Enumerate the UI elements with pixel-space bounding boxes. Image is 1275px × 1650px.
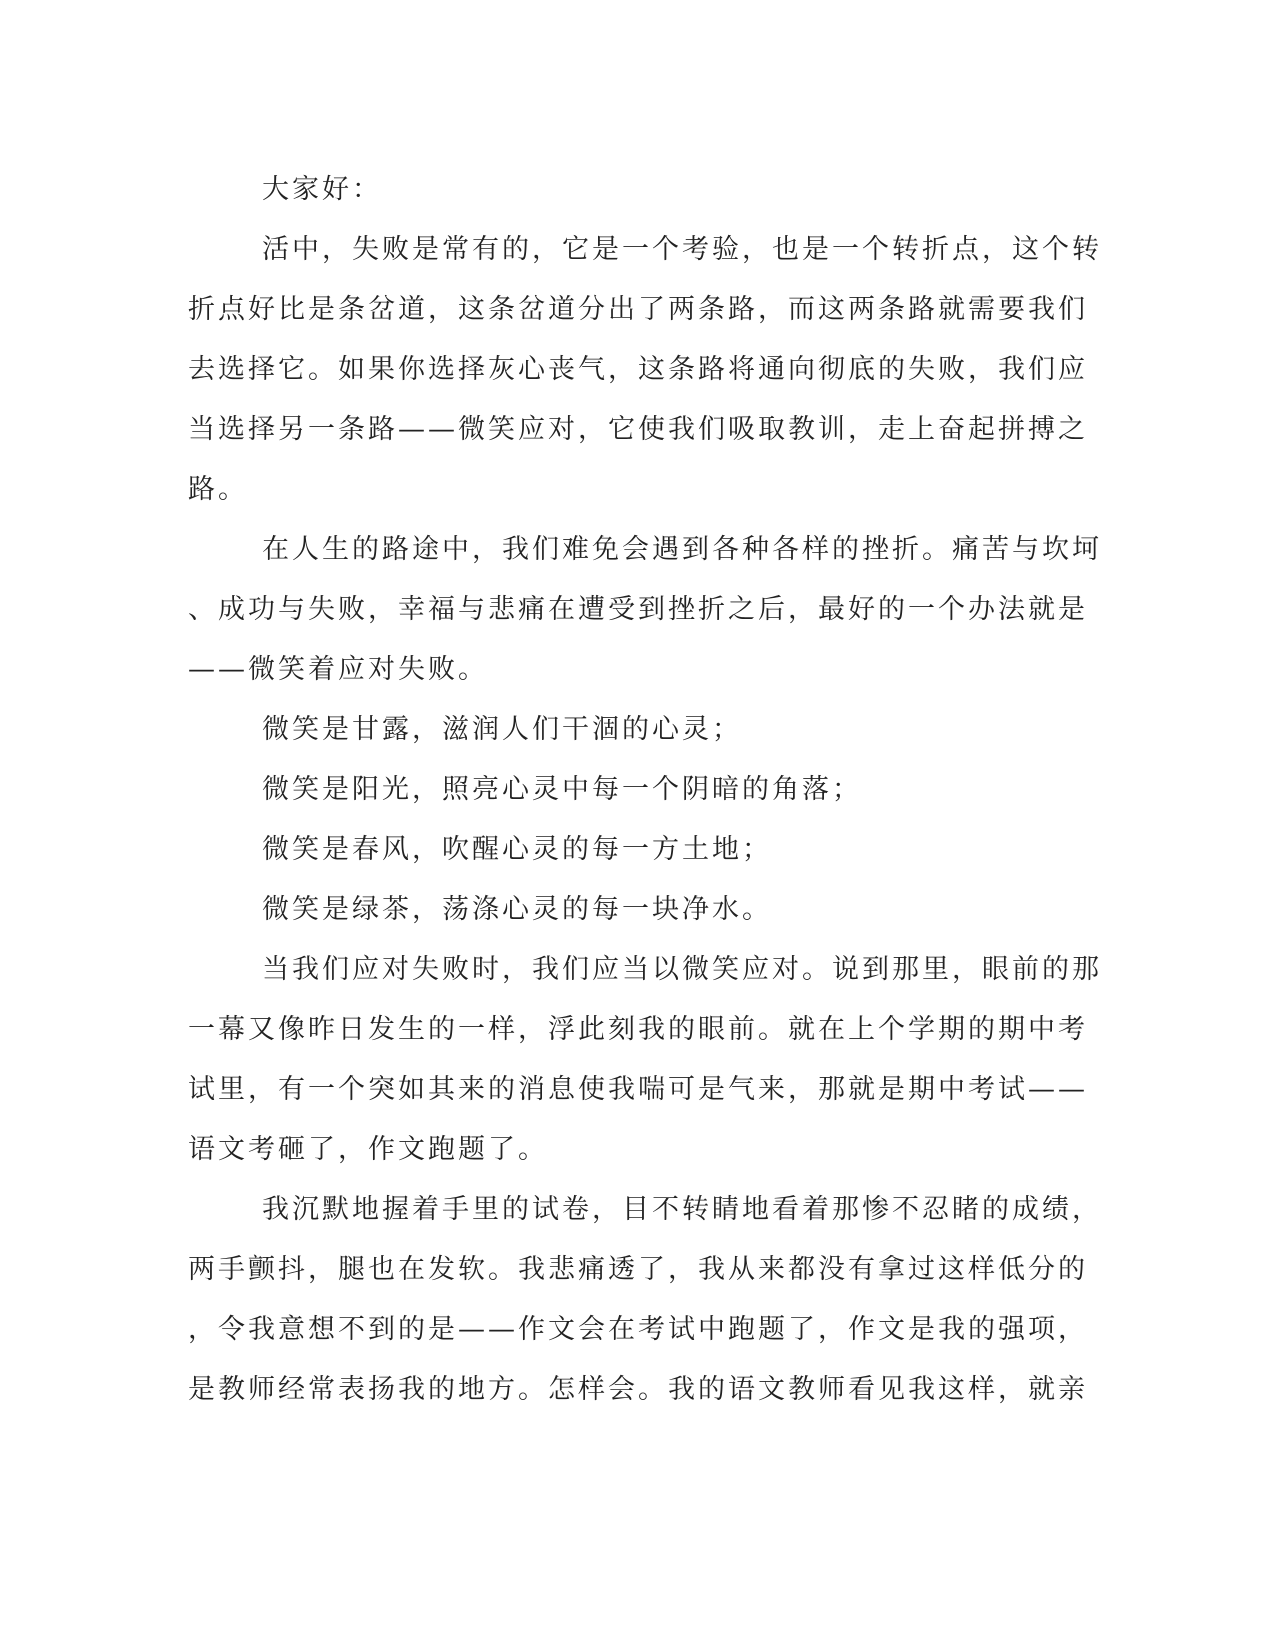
text-line: 当选择另一条路——微笑应对，它使我们吸取教训，走上奋起拼搏之	[188, 414, 1088, 445]
text-line: 当我们应对失败时，我们应当以微笑应对。说到那里，眼前的那	[262, 954, 1102, 985]
text-line: 两手颤抖，腿也在发软。我悲痛透了，我从来都没有拿过这样低分的	[188, 1254, 1088, 1285]
text-line: 折点好比是条岔道，这条岔道分出了两条路，而这两条路就需要我们	[188, 294, 1088, 325]
text-line: 路。	[188, 474, 248, 505]
text-line: 活中，失败是常有的，它是一个考验，也是一个转折点，这个转	[262, 234, 1102, 265]
paragraph-7	[188, 940, 1102, 1180]
text-line: 是教师经常表扬我的地方。怎样会。我的语文教师看见我这样，就亲	[188, 1374, 1088, 1405]
text-line: 微笑是绿茶，荡涤心灵的每一块净水。	[262, 894, 772, 925]
paragraph-8	[188, 1180, 1102, 1420]
text-line: 大家好：	[262, 174, 382, 205]
document-body	[188, 160, 1102, 1420]
paragraph-6	[188, 880, 1068, 940]
text-line: 微笑是春风，吹醒心灵的每一方土地；	[262, 834, 772, 865]
text-line: 微笑是甘露，滋润人们干涸的心灵；	[262, 714, 742, 745]
text-line: 试里，有一个突如其来的消息使我喘可是气来，那就是期中考试——	[188, 1074, 1088, 1105]
paragraph-4	[188, 760, 1068, 820]
greeting	[188, 160, 1068, 220]
paragraph-2	[188, 520, 1102, 700]
text-line: 去选择它。如果你选择灰心丧气，这条路将通向彻底的失败，我们应	[188, 354, 1088, 385]
text-line: 在人生的路途中，我们难免会遇到各种各样的挫折。痛苦与坎坷	[262, 534, 1102, 565]
paragraph-5	[188, 820, 1068, 880]
paragraph-3	[188, 700, 1068, 760]
text-line: 微笑是阳光，照亮心灵中每一个阴暗的角落；	[262, 774, 862, 805]
paragraph-1	[188, 220, 1102, 520]
text-line: ，令我意想不到的是——作文会在考试中跑题了，作文是我的强项，	[188, 1314, 1088, 1345]
text-line: ——微笑着应对失败。	[188, 654, 488, 685]
text-line: 、成功与失败，幸福与悲痛在遭受到挫折之后，最好的一个办法就是	[188, 594, 1088, 625]
text-line: 语文考砸了，作文跑题了。	[188, 1134, 548, 1165]
text-line: 我沉默地握着手里的试卷，目不转睛地看着那惨不忍睹的成绩，	[262, 1194, 1102, 1225]
text-line: 一幕又像昨日发生的一样，浮此刻我的眼前。就在上个学期的期中考	[188, 1014, 1088, 1045]
